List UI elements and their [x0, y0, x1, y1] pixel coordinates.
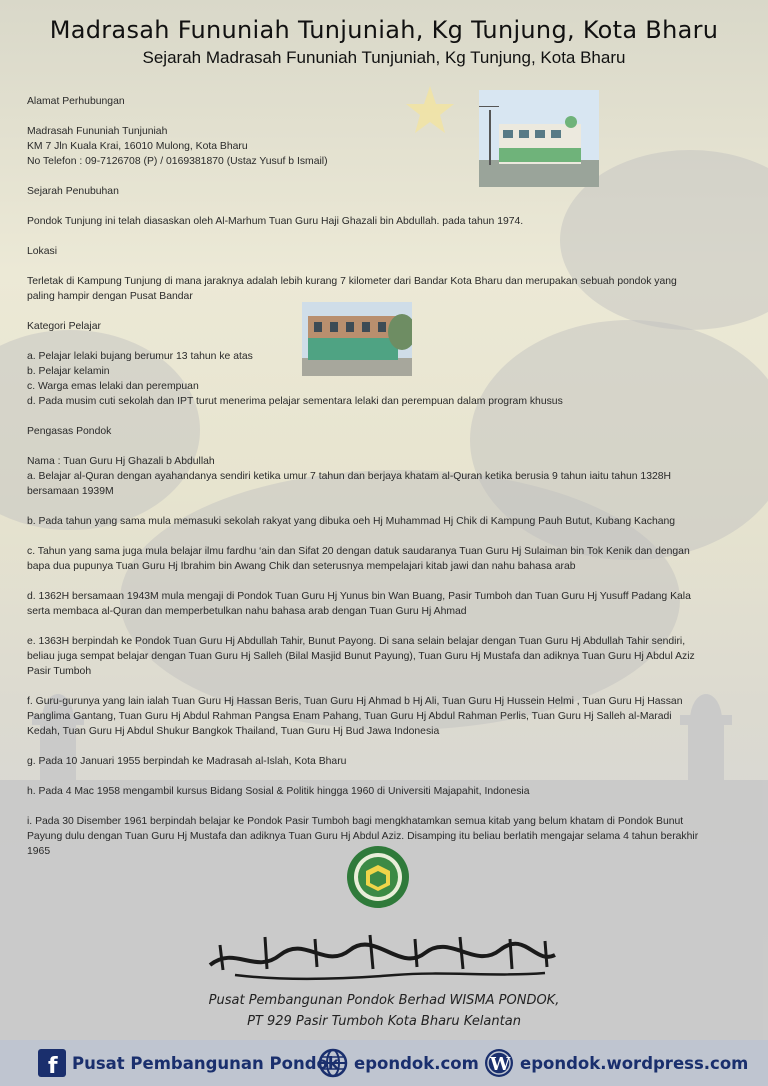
facebook-link[interactable]: [38, 1040, 339, 1086]
list-item: d. Pada musim cuti sekolah dan IPT turut menerima pelajar sementara lelaki dan perempuan dalam program khusus: [27, 396, 563, 407]
address-line: Pusat Pembangunan Pondok Berhad WISMA PONDOK,: [208, 993, 560, 1008]
paragraph-line: 1965: [27, 846, 51, 857]
institution-address: KM 7 Jln Kuala Krai, 16010 Mulong, Kota Bharu: [27, 141, 248, 152]
lokasi-text: paling hampir dengan Pusat Bandar: [27, 291, 193, 302]
organization-address: [0, 990, 768, 1032]
svg-text:f: f: [48, 1054, 58, 1077]
paragraph-line: g. Pada 10 Januari 1955 berpindah ke Madrasah al-Islah, Kota Bharu: [27, 756, 347, 767]
institution-name: Madrasah Fununiah Tunjuniah: [27, 126, 168, 137]
list-item: b. Pelajar kelamin: [27, 366, 110, 377]
paragraph-line: bersamaan 1939M: [27, 486, 114, 497]
section-heading-lokasi: Lokasi: [27, 246, 58, 257]
section-heading-pengasas: Pengasas Pondok: [27, 426, 112, 437]
institution-phone: No Telefon : 09-7126708 (P) / 0169381870 (Ustaz Yusuf b Ismail): [27, 156, 328, 167]
wordpress-label: epondok.wordpress.com: [520, 1053, 749, 1073]
list-item: a. Pelajar lelaki bujang berumur 13 tahun ke atas: [27, 351, 253, 362]
paragraph-line: Kedah, Tuan Guru Hj Abdul Shukur Bangkok Thailand, Tuan Guru Hj Bud Jawa Indonesia: [27, 726, 440, 737]
paragraph-line: serta membaca al-Quran dan memperbetulkan nahu bahasa arab dengan Tuan Guru Hj Ahmad: [27, 606, 467, 617]
paragraph-line: h. Pada 4 Mac 1958 mengambil kursus Bidang Sosial & Politik hingga 1960 di Universiti Majapahit, Indonesia: [27, 786, 530, 797]
facebook-label: Pusat Pembangunan Pondok: [72, 1053, 339, 1073]
section-heading-sejarah: Sejarah Penubuhan: [27, 186, 119, 197]
paragraph-line: beliau juga sempat belajar dengan Tuan Guru Hj Salleh (Bilal Masjid Bunut Payung), Tuan Guru Hj Mustafa dan adiknya Tuan Guru Hj Abdul Aziz: [27, 651, 695, 662]
pusat-pembangunan-pondok-logo: [346, 845, 410, 909]
founder-name: Nama : Tuan Guru Hj Ghazali b Abdullah: [27, 456, 215, 467]
paragraph-line: d. 1362H bersamaan 1943M mula mengaji di Pondok Tuan Guru Hj Yunus bin Wan Buang, Pasir Tumboh dan Tuan Guru Hj Yusuff Padang Kala: [27, 591, 691, 602]
paragraph-line: a. Belajar al-Quran dengan ayahandanya sendiri ketika umur 7 tahun dan berjaya khatam al-Quran ketika berusia 9 tahun iaitu tahun 1328H: [27, 471, 672, 482]
paragraph-line: Panglima Gantang, Tuan Guru Hj Abdul Rahman Pangsa Enam Pahang, Tuan Guru Hj Abdul Rahman Perlis, Tuan Guru Hj Salleh al-Maradi: [27, 711, 672, 722]
facebook-icon: [38, 1049, 66, 1077]
jawi-calligraphy: [205, 925, 560, 983]
section-heading-kategori: Kategori Pelajar: [27, 321, 101, 332]
website-label: epondok.com: [354, 1053, 479, 1073]
page-title: Madrasah Fununiah Tunjuniah, Kg Tunjung, Kota Bharu: [49, 16, 719, 44]
lokasi-text: Terletak di Kampung Tunjung di mana jaraknya adalah lebih kurang 7 kilometer dari Bandar Kota Bharu dan merupakan sebuah pondok yang: [27, 276, 677, 287]
paragraph-line: b. Pada tahun yang sama mula memasuki sekolah rakyat yang dibuka oeh Hj Muhammad Hj Chik di Kampung Pauh Butut, Kubang Kachang: [27, 516, 676, 527]
wordpress-icon: [484, 1048, 514, 1078]
paragraph-line: c. Tahun yang sama juga mula belajar ilmu fardhu ‘ain dan Sifat 20 dengan datuk saudaranya Tuan Guru Hj Sulaiman bin Tok Kenik dan dengan: [27, 546, 690, 557]
address-line: PT 929 Pasir Tumboh Kota Bharu Kelantan: [247, 1014, 521, 1029]
globe-icon: [318, 1048, 348, 1078]
list-item: c. Warga emas lelaki dan perempuan: [27, 381, 199, 392]
footer-bar: [0, 1040, 768, 1086]
paragraph-line: Payung dulu dengan Tuan Guru Hj Mustafa dan adiknya Tuan Guru Hj Abdul Aziz. Disamping itu beliau berlatih mengajar selama 4 tahun berakhir: [27, 831, 699, 842]
svg-text:W: W: [490, 1054, 511, 1075]
paragraph-line: f. Guru-gurunya yang lain ialah Tuan Guru Hj Hassan Beris, Tuan Guru Hj Ahmad b Hj Ali, Tuan Guru Hj Hussein Helmi , Tuan Guru Hj Hassan: [27, 696, 683, 707]
paragraph-line: Pasir Tumboh: [27, 666, 92, 677]
wordpress-link[interactable]: [484, 1040, 748, 1086]
website-link[interactable]: [318, 1040, 479, 1086]
document-body: [27, 94, 727, 859]
paragraph-line: e. 1363H berpindah ke Pondok Tuan Guru Hj Abdullah Tahir, Bunut Payong. Di sana selain belajar dengan Tuan Guru Hj Abdullah Tahir sendiri,: [27, 636, 686, 647]
page-subtitle: Sejarah Madrasah Fununiah Tunjuniah, Kg Tunjung, Kota Bharu: [142, 48, 626, 67]
sejarah-text: Pondok Tunjung ini telah diasaskan oleh Al-Marhum Tuan Guru Haji Ghazali bin Abdullah. pada tahun 1974.: [27, 216, 524, 227]
section-heading-alamat: Alamat Perhubungan: [27, 96, 125, 107]
paragraph-line: bapa dua pupunya Tuan Guru Hj Ibrahim bin Awang Chik dan seterusnya mempelajari kitab jawi dan nahu bahasa arab: [27, 561, 576, 572]
paragraph-line: i. Pada 30 Disember 1961 berpindah belajar ke Pondok Pasir Tumboh bagi mengkhatamkan semua kitab yang belum khatam di Pondok Bunut: [27, 816, 684, 827]
